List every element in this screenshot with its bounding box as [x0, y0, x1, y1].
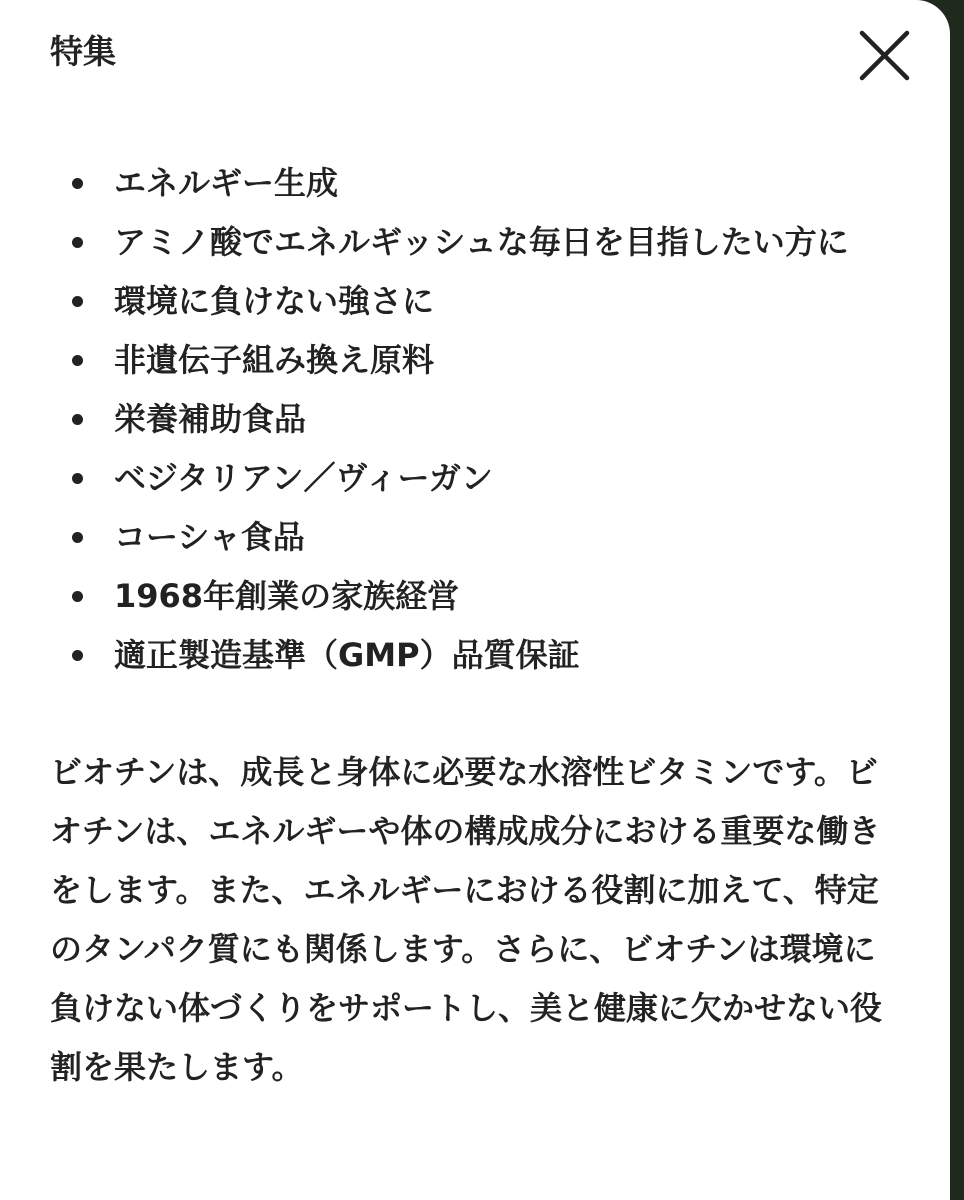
sheet-title: 特集 [50, 32, 116, 71]
feature-text: 1968年創業の家族経営 [114, 577, 460, 615]
bullet-dot [72, 296, 83, 307]
list-item [68, 390, 888, 449]
bullet-dot [72, 355, 83, 366]
list-item [68, 567, 888, 626]
feature-text: アミノ酸でエネルギッシュな毎日を目指したい方に [114, 223, 849, 261]
list-item [68, 508, 888, 567]
bullet-dot [72, 237, 83, 248]
bullet-dot [72, 532, 83, 543]
close-icon [852, 26, 916, 90]
feature-text: 適正製造基準（GMP）品質保証 [114, 636, 580, 674]
feature-text: 栄養補助食品 [114, 400, 307, 438]
bullet-dot [72, 650, 83, 661]
bullet-dot [72, 591, 83, 602]
list-item [68, 213, 888, 272]
bullet-dot [72, 414, 83, 425]
list-item [68, 154, 888, 213]
list-item [68, 626, 888, 685]
bullet-dot [72, 178, 83, 189]
feature-text: ベジタリアン／ヴィーガン [114, 459, 493, 497]
list-item [68, 272, 888, 331]
feature-text: エネルギー生成 [114, 164, 339, 202]
list-item [68, 331, 888, 390]
list-item [68, 449, 888, 508]
feature-text: コーシャ食品 [114, 518, 305, 556]
feature-text: 環境に負けない強さに [114, 282, 435, 320]
description-text: ビオチンは、成長と身体に必要な水溶性ビタミンです。ビオチンは、エネルギーや体の構成成分における重要な働きをします。また、エネルギーにおける役割に加えて、特定のタンパク質にも関係します。さらに、ビオチンは環境に負けない体づくりをサポートし、美と健康に欠かせない役割を果たします。 [50, 753, 883, 1086]
bullet-dot [72, 473, 83, 484]
close-button[interactable] [852, 26, 916, 90]
feature-list [68, 154, 888, 685]
feature-text: 非遺伝子組み換え原料 [114, 341, 435, 379]
